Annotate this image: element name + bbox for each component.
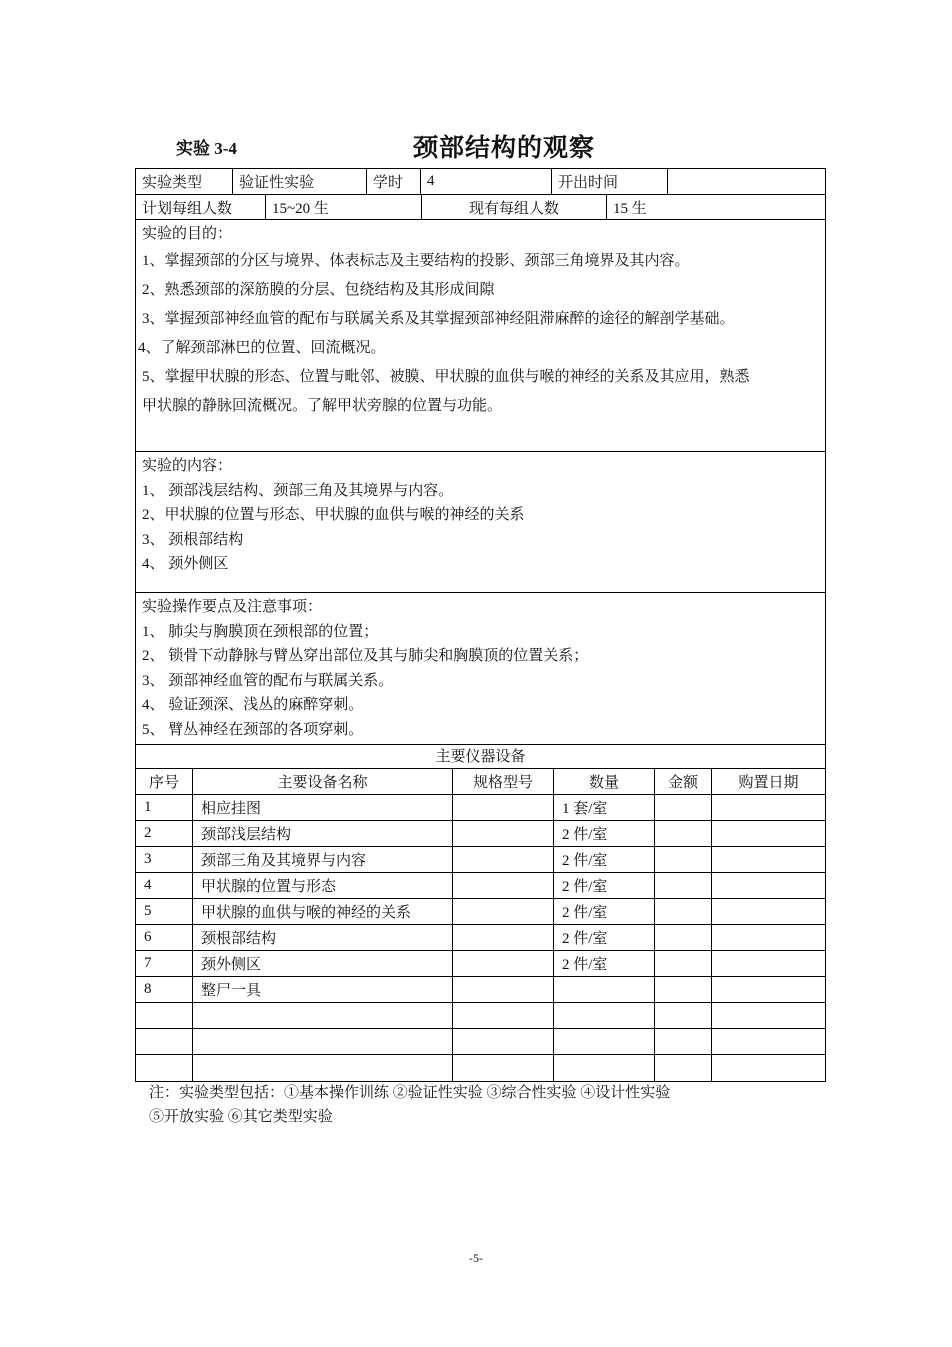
cell-seq [136, 1055, 193, 1081]
header-amount: 金额 [655, 769, 712, 794]
cell-name [193, 1003, 453, 1028]
cell-quantity: 2 件/室 [554, 899, 655, 924]
cell-name: 甲状腺的位置与形态 [193, 873, 453, 898]
table-row [136, 821, 825, 847]
cell-date [712, 1029, 825, 1054]
table-row [136, 1003, 825, 1029]
cell-quantity [554, 1055, 655, 1081]
purpose-item: 5、掌握甲状腺的形态、位置与毗邻、被膜、甲状腺的血供与喉的神经的关系及其应用，熟悉 [142, 369, 750, 385]
cell-amount [655, 925, 712, 950]
footer-note-line: 注：实验类型包括：①基本操作训练 ②验证性实验 ③综合性实验 ④设计性实验 [149, 1085, 671, 1101]
table-row [136, 1055, 825, 1081]
cell-name: 颈根部结构 [193, 925, 453, 950]
cell-name [193, 1055, 453, 1081]
cell-seq: 7 [136, 951, 193, 976]
cell-quantity: 2 件/室 [554, 847, 655, 872]
page-title: 颈部结构的观察 [413, 135, 596, 162]
notes-item: 5、 臂丛神经在颈部的各项穿刺。 [142, 721, 364, 738]
cell-date [712, 795, 825, 820]
purpose-item: 1、掌握颈部的分区与境界、体表标志及主要结构的投影、颈部三角境界及其内容。 [142, 253, 690, 269]
cell-spec [453, 795, 554, 820]
table-row [136, 1029, 825, 1055]
notes-item: 3、 颈部神经血管的配布与联属关系。 [142, 672, 394, 689]
cell-spec [453, 847, 554, 872]
cell-date [712, 847, 825, 872]
purpose-item: 甲状腺的静脉回流概况。了解甲状旁腺的位置与功能。 [142, 398, 503, 414]
equipment-table [136, 769, 825, 1081]
cell-spec [453, 873, 554, 898]
header-name: 主要设备名称 [193, 769, 453, 794]
type-value: 验证性实验 [233, 169, 367, 194]
info-row-1 [136, 169, 825, 195]
purpose-item: 2、熟悉颈部的深筋膜的分层、包绕结构及其形成间隙 [142, 282, 495, 298]
table-row [136, 925, 825, 951]
cell-date [712, 1003, 825, 1028]
cell-quantity [554, 1003, 655, 1028]
table-row [136, 951, 825, 977]
cell-date [712, 951, 825, 976]
cell-spec [453, 951, 554, 976]
footer-note [149, 1081, 670, 1129]
cell-name: 颈部浅层结构 [193, 821, 453, 846]
cell-name: 甲状腺的血供与喉的神经的关系 [193, 899, 453, 924]
cell-amount [655, 795, 712, 820]
cell-quantity [554, 977, 655, 1002]
header-seq: 序号 [136, 769, 193, 794]
cell-quantity: 2 件/室 [554, 951, 655, 976]
cell-seq: 4 [136, 873, 193, 898]
content-section [136, 452, 825, 593]
cell-amount [655, 977, 712, 1002]
cell-amount [655, 899, 712, 924]
cell-quantity: 2 件/室 [554, 873, 655, 898]
cell-date [712, 899, 825, 924]
operation-notes-section [136, 593, 825, 745]
cell-name: 整尸一具 [193, 977, 453, 1002]
page-header [0, 128, 952, 164]
cell-seq: 3 [136, 847, 193, 872]
footer-note-line: ⑤开放实验 ⑥其它类型实验 [149, 1109, 333, 1125]
cell-amount [655, 1029, 712, 1054]
table-row [136, 795, 825, 821]
cell-seq: 6 [136, 925, 193, 950]
content-item: 1、 颈部浅层结构、颈部三角及其境界与内容。 [142, 482, 454, 499]
cell-amount [655, 951, 712, 976]
content-item: 3、 颈根部结构 [142, 531, 244, 548]
cell-quantity: 1 套/室 [554, 795, 655, 820]
cell-date [712, 977, 825, 1002]
cell-date [712, 821, 825, 846]
cell-seq: 1 [136, 795, 193, 820]
table-row [136, 977, 825, 1003]
header-quantity: 数量 [554, 769, 655, 794]
info-row-2 [136, 195, 825, 220]
cell-quantity: 2 件/室 [554, 821, 655, 846]
cell-date [712, 1055, 825, 1081]
purpose-section [136, 220, 825, 452]
type-label: 实验类型 [136, 169, 233, 194]
content-item: 4、 颈外侧区 [142, 556, 229, 572]
page-number: -5- [469, 1251, 483, 1265]
cell-seq [136, 1003, 193, 1028]
header-spec: 规格型号 [453, 769, 554, 794]
experiment-sheet [135, 168, 826, 1082]
content-item: 2、甲状腺的位置与形态、甲状腺的血供与喉的神经的关系 [142, 507, 525, 523]
cell-seq: 8 [136, 977, 193, 1002]
cell-spec [453, 899, 554, 924]
cell-spec [453, 1003, 554, 1028]
cell-quantity: 2 件/室 [554, 925, 655, 950]
cell-date [712, 925, 825, 950]
table-row [136, 847, 825, 873]
content-heading: 实验的内容： [142, 458, 233, 474]
cell-date [712, 873, 825, 898]
notes-item: 2、 锁骨下动静脉与臂丛穿出部位及其与肺尖和胸膜顶的位置关系； [142, 648, 589, 664]
cell-name: 颈外侧区 [193, 951, 453, 976]
cell-name [193, 1029, 453, 1054]
hours-value: 4 [421, 169, 552, 194]
hours-label: 学时 [367, 169, 421, 194]
cell-name: 颈部三角及其境界与内容 [193, 847, 453, 872]
cell-amount [655, 821, 712, 846]
notes-item: 1、 肺尖与胸膜顶在颈根部的位置； [142, 623, 379, 640]
cell-amount [655, 873, 712, 898]
open-time-label: 开出时间 [552, 169, 668, 194]
equipment-header-row [136, 769, 825, 795]
cell-name: 相应挂图 [193, 795, 453, 820]
purpose-heading: 实验的目的： [142, 226, 233, 242]
cell-quantity [554, 1029, 655, 1054]
cell-seq: 2 [136, 821, 193, 846]
cell-spec [453, 1029, 554, 1054]
cell-amount [655, 1055, 712, 1081]
current-group-label: 现有每组人数 [422, 195, 607, 219]
table-row [136, 873, 825, 899]
open-time-value [668, 169, 825, 194]
cell-spec [453, 977, 554, 1002]
experiment-number: 实验 3-4 [176, 139, 237, 158]
header-date: 购置日期 [738, 775, 799, 791]
notes-item: 4、 验证颈深、浅丛的麻醉穿刺。 [142, 697, 364, 713]
purpose-item: 3、掌握颈部神经血管的配布与联属关系及其掌握颈部神经阻滞麻醉的途径的解剖学基础。 [142, 311, 735, 327]
notes-heading: 实验操作要点及注意事项： [142, 599, 323, 615]
planned-group-label: 计划每组人数 [136, 195, 266, 219]
cell-amount [655, 847, 712, 872]
purpose-item: 4、了解颈部淋巴的位置、回流概况。 [138, 340, 386, 356]
equipment-title: 主要仪器设备 [136, 745, 825, 769]
cell-amount [655, 1003, 712, 1028]
cell-seq: 5 [136, 899, 193, 924]
cell-seq [136, 1029, 193, 1054]
cell-spec [453, 1055, 554, 1081]
planned-group-value: 15~20 生 [266, 195, 422, 219]
cell-spec [453, 821, 554, 846]
current-group-value: 15 生 [613, 200, 647, 217]
table-row [136, 899, 825, 925]
cell-spec [453, 925, 554, 950]
